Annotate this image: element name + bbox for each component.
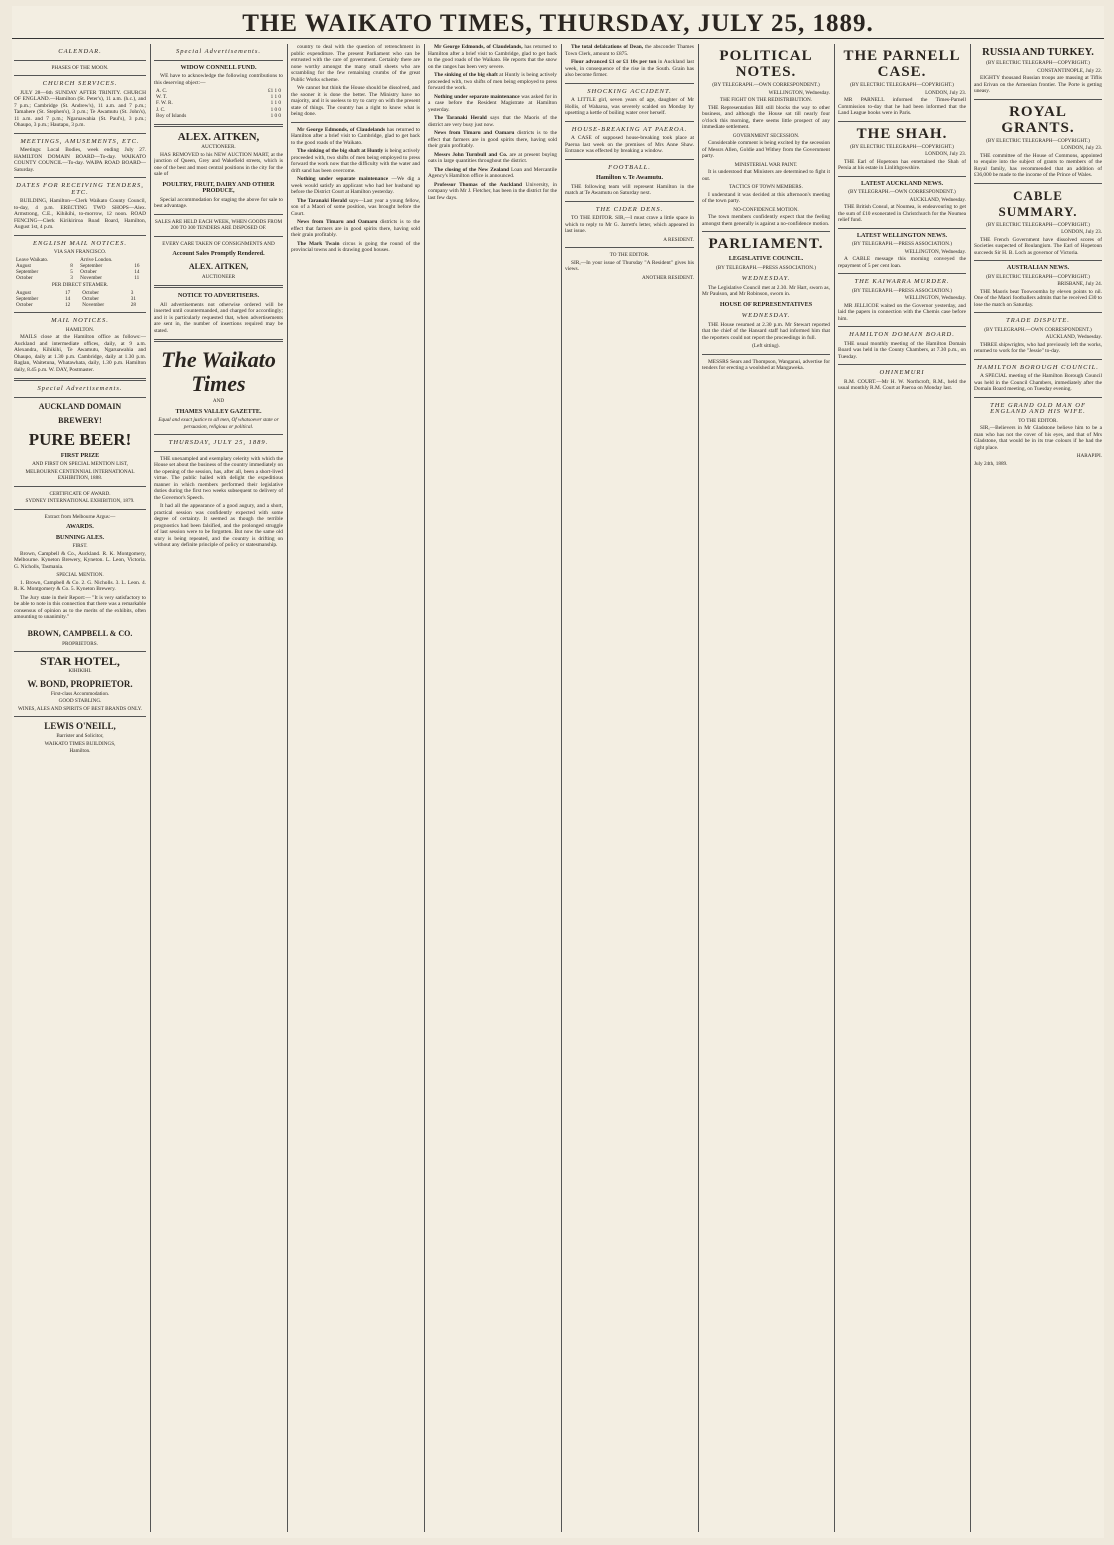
- column-rule: [287, 44, 288, 1532]
- column-2: Special Advertisements. WIDOW CONNELL FUND. WE have to acknowledge the following contributions to this deserving object:— A. C. £1 1 0 W. T. 1 1 0 F. W. R. 1 1 0 J. C. 1 0 0 Boy of Islands 1 0 0 ALEX. AITKEN, AUCTIONEER. HAS REMOVED to his NEW AUCTION MART, at the junction of Queen, Grey and Wakefield streets, which is one of the best and most central positions in the city for the sale of POULTRY, FRUIT, DAIRY AND OTHER PRODUCE, Special accommodation for staging the above for sale to best advantage. SALES ARE HELD EACH WEEK, WHEN GOODS FROM 200 TO 300 TENDERS ARE DISPOSED OF. EVERY CARE TAKEN OF CONSIGNMENTS AND Account Sales Promptly Rendered. ALEX. AITKEN, AUCTIONEER NOTICE TO ADVERTISERS. All advertisements not otherwise ordered will be inserted until countermanded, and charged for accordingly; and it is particularly requested that, when advertisements are sent in, the number of insertions required may be stated. The Waikato Times AND THAMES VALLEY GAZETTE. Equal and exact justice to all men, Of whatsoever state or persuasion, religious or political. THURSDAY, JULY 25, 1889. THE unexampled and exemplary celerity with which the House set about the business of the country immediately on the opening of the session, has, after all, been a short-lived virtue. The public hailed with delight the expeditious manner in which members performed their legislative duties during the first two weeks subsequent to delivery of the Governor's Speech. It had all the appearance of a good augury, and a short, practical session was confidently expected with some degree of certainty. It seemed as though the terrible prognostics had been falsified, and the prolonged struggle of last session were to be forgotten. But now the same old story is being repeated, and the country is drifting on without any definite principle of policy or statesmanship.: [154, 48, 283, 549]
- domain-board-heading: HAMILTON DOMAIN BOARD.: [849, 331, 955, 338]
- newspaper-page: [12, 6, 1104, 1538]
- brown-campbell: BROWN, CAMPBELL & CO.: [27, 628, 133, 638]
- housebreaking-heading: HOUSE-BREAKING AT PAEROA.: [571, 125, 688, 133]
- kaiwarra-murder-heading: THE KAIWARRA MURDER.: [854, 278, 950, 285]
- table-row: F. W. R. 1 1 0: [156, 100, 281, 107]
- moon-heading: PHASES OF THE MOON.: [51, 64, 109, 71]
- parnell-case-heading: THE PARNELL CASE.: [843, 48, 961, 80]
- column-rule: [561, 44, 562, 1532]
- wellington-news-heading: LATEST WELLINGTON NEWS.: [856, 231, 948, 239]
- parliament-heading: PARLIAMENT.: [708, 236, 824, 252]
- dates-heading: DATES FOR RECEIVING TENDERS, ETC.: [16, 182, 144, 196]
- table-row: October 12 November 28: [16, 302, 136, 309]
- table-row: Boy of Islands 1 0 0: [156, 112, 281, 119]
- column-8: RUSSIA AND TURKEY. (BY ELECTRIC TELEGRAPH—COPYRIGHT.) CONSTANTINOPLE, July 22. EIGHTY thousand Russian troops are massing at Tiflis and Erivan on the Armenian frontier. The Porte is getting uneasy. ROYAL GRANTS. (BY ELECTRIC TELEGRAPH—COPYRIGHT.) LONDON, July 23. THE committee of the House of Commons, appointed to enquire into the subject of grants to members of the Royal family, has recommended that an addition of £36,000 be made to the income of the Prince of Wales. CABLE SUMMARY. (BY ELECTRIC TELEGRAPH—COPYRIGHT.) LONDON, July 23. THE French Government have dissolved scores of Societies suspected of Boulangism. The Earl of Hopetoun succeeds Sir H. B. Loch as governor of Victoria. AUSTRALIAN NEWS. (BY ELECTRIC TELEGRAPH—COPYRIGHT.) BRISBANE, July 24. THE Maoris beat Toowoomba by eleven points to nil. One of the Maori footballers admits that he received £30 to lose the match on Saturday. TRADE DISPUTE. (BY TELEGRAPH.—OWN CORRESPONDENT.) AUCKLAND, Wednesday. THREE shipwrights, who had previously left the works, returned to work for the "Jessie" to-day. HAMILTON BOROUGH COUNCIL. A SPECIAL meeting of the Hamilton Borough Council was held in the Council Chambers, immediately after the Domain Board meeting, on Tuesday evening. THE GRAND OLD MAN OF ENGLAND AND HIS WIFE. TO THE EDITOR. SIR,—Believers in Mr Gladstone believe him to be a man who has not the cover of his eyes, and that of Mrs Gladstone, that would be in its true colours if he had the right place. HARAPIPI. July 24th, 1889.: [974, 47, 1102, 467]
- australian-news-heading: AUSTRALIAN NEWS.: [1006, 264, 1070, 271]
- trade-dispute-heading: TRADE DISPUTE.: [1006, 317, 1070, 324]
- table-row: J. C. 1 0 0: [156, 106, 281, 113]
- table-row: A. C. £1 1 0: [156, 88, 281, 94]
- masthead: THE WAIKATO TIMES, THURSDAY, JULY 25, 1889.: [242, 10, 874, 37]
- grand-old-man-heading: THE GRAND OLD MAN OF ENGLAND AND HIS WIFE.: [990, 401, 1086, 415]
- column-6: POLITICAL NOTES. (BY TELEGRAPH.—OWN CORRESPONDENT.) WELLINGTON, Wednesday. THE FIGHT ON THE REDISTRIBUTION. THE Representation Bill still blocks the way to other business, and although the House sat till nearly four o'clock this morning, there seems little prospect of any immediate settlement. GOVERNMENT SECESSION. Considerable comment is being excited by the secession of Messrs Allen, Goldie and Withey from the Government party. MINISTERIAL WAR PAINT. It is understood that Ministers are determined to fight it out. TACTICS OF TOWN MEMBERS. I understand it was decided at this afternoon's meeting of the town party. NO-CONFIDENCE MOTION. The town members confidently expect that the feeling amongst them generally is against a no-confidence motion. PARLIAMENT. LEGISLATIVE COUNCIL. (BY TELEGRAPH.—PRESS ASSOCIATION.) WEDNESDAY. The Legislative Council met at 2.30. Mr Hart, sworn as, Mr Paulson, and Mr Robinson, sworn in. HOUSE OF REPRESENTATIVES WEDNESDAY. THE House resumed at 2.30 p.m. Mr Stewart reported that the chief of the Hansard staff had informed him that the reporters could not report the proceedings in full. (Left sitting). MESSRS Sears and Thompson, Wanganui, advertise for tenders for erecting a woolshed at Mangaweka.: [702, 48, 830, 371]
- table-row: August 17 October 3: [16, 289, 134, 296]
- table-row: August 8 September 16: [16, 262, 140, 269]
- aitken-name: ALEX. AITKEN,: [177, 131, 260, 144]
- royal-grants-heading: ROYAL GRANTS.: [1001, 103, 1075, 136]
- paper-title: The Waikato Times: [161, 347, 276, 397]
- mail-notices-text: MAILS close at the Hamilton office as follows:— Auckland and intermediate offices, daily, at 9 a.m. Alexandra, Kihikihi, Te Awamutu, Ngaruawahia and Ohaupo, daily at 1.30 p.m. Cambridge, daily at 1.30 p.m. Raglan, Waitetuna, Whatawhata, daily, 1.30 p.m. Hamilton daily, 8.45 p.m. W. DAY, Postmaster.: [14, 334, 146, 373]
- issue-date: THURSDAY, JULY 25, 1889.: [168, 439, 269, 447]
- dates-text: BUILDING, Hamilton—Clerk Waikato County Council, to-day, 4 p.m. ERECTING TWO SHOPS—Alex. Armstrong, C.E., Kihikihi, to-morrow, 12 noon. ROAD FENCING—Clerk Kirikiriroa Road Board, Hamilton, August 1st, 4 p.m.: [14, 198, 146, 230]
- shah-heading: THE SHAH.: [856, 125, 948, 142]
- oneill: LEWIS O'NEILL,: [44, 721, 116, 732]
- cable-summary-heading: CABLE SUMMARY.: [998, 187, 1078, 219]
- mail-heading: ENGLISH MAIL NOTICES.: [32, 239, 127, 247]
- sf-mail-table: Leave Waikato. Arrive London. August 8 September 16 September 5 October 14 October 3 November 11: [14, 257, 146, 282]
- shocking-accident-heading: SHOCKING ACCIDENT.: [587, 87, 672, 95]
- widow-fund-heading: WIDOW CONNELL FUND.: [180, 63, 257, 71]
- via-sf: VIA SAN FRANCISCO.: [53, 249, 107, 255]
- cider-dens-heading: THE CIDER DENS.: [595, 205, 664, 213]
- table-row: W. T. 1 1 0: [156, 94, 281, 101]
- table-row: September 14 October 31: [16, 296, 136, 303]
- column-rule: [834, 44, 835, 1532]
- calendar-heading: CALENDAR.: [58, 48, 102, 55]
- column-rule: [970, 44, 971, 1532]
- column-rule: [698, 44, 699, 1532]
- table-row: September 5 October 14: [16, 268, 140, 275]
- column-1: CALENDAR. PHASES OF THE MOON. CHURCH SERVICES. JULY 28—6th SUNDAY AFTER TRINITY. CHURCH OF ENGLAND.—Hamilton (St. Peter's), 11 a.m. (h.c.), and 7 p.m.; Cambridge (St. Andrew's), 11 a.m. and 7 p.m.; Tamahere (St. Stephen's), 3 p.m.; Te Awamutu (St. John's), 11 a.m. and 7 p.m.; Ngaruawahia (St. Paul's), 3 p.m.; Ohaupo, 3 p.m.; Hautapu, 3 p.m. MEETINGS, AMUSEMENTS, ETC. Meetings: Local Bodies, week ending July 27. HAMILTON DOMAIN BOARD—To-day. WAIKATO COUNTY COUNCIL—To-day. WAIPA ROAD BOARD—Saturday. DATES FOR RECEIVING TENDERS, ETC. BUILDING, Hamilton—Clerk Waikato County Council, to-day, 4 p.m. ERECTING TWO SHOPS—Alex. Armstrong, C.E., Kihikihi, to-morrow, 12 noon. ROAD FENCING—Clerk Kirikiriroa Road Board, Hamilton, August 1st, 4 p.m. ENGLISH MAIL NOTICES. VIA SAN FRANCISCO. Leave Waikato. Arrive London. August 8 September 16 September 5 October 14 October 3 November 11 PER DIRECT STEAMER. August 17 October 3 September 14 October 31 October 12 November 28 MAIL NOTICES. HAMILTON. MAILS close at the Hamilton office as follows:— Auckland and intermediate offices, daily, at 9 a.m. Alexandra, Kihikihi, Te Awamutu, Ngaruawahia and Ohaupo, daily at 1.30 p.m. Cambridge, daily at 1.30 p.m. Raglan, Waitetuna, Whatawhata, daily, 1.30 p.m. Hamilton daily, 8.45 p.m. W. DAY, Postmaster. Special Advertisements. AUCKLAND DOMAIN BREWERY! PURE BEER! FIRST PRIZE AND FIRST ON SPECIAL MENTION LIST, MELBOURNE CENTENNIAL INTERNATIONAL EXHIBITION, 1888. CERTIFICATE OF AWARD. SYDNEY INTERNATIONAL EXHIBITION, 1879. Extract from Melbourne Argus:— AWARDS. BUNNING ALES. FIRST. Brown, Campbell & Co., Auckland. R. K. Montgomery, Melbourne. Kyneton Brewery, Kyneton. L. Leon, Victoria. G. Nicholls, Tasmania. SPECIAL MENTION. 1. Brown, Campbell & Co. 2. G. Nicholls. 3. L. Leon. 4. R. K. Montgomery & Co. 5. Kyneton Brewery. The Jury state in their Report:— "It is very satisfactory to be able to note in this connection that there was a remarkable consensus of opinion as to the merits of the exhibits, often amounting to unanimity." BROWN, CAMPBELL & CO. PROPRIETORS. STAR HOTEL, KIHIKIHI. W. BOND, PROPRIETOR. First-class Accommodation. GOOD STABLING. WINES, ALES AND SPIRITS OF BEST BRANDS ONLY. LEWIS O'NEILL, Barrister and Solicitor, WAIKATO TIMES BUILDINGS, Hamilton.: [14, 48, 146, 755]
- masthead-rule: [12, 38, 1104, 39]
- special-ads-heading: Special Advertisements.: [37, 385, 123, 393]
- table-row: October 3 November 11: [16, 275, 140, 282]
- ohinemuri-heading: OHINEMURI: [879, 369, 925, 376]
- meetings-text: Meetings: Local Bodies, week ending July 27. HAMILTON DOMAIN BOARD—To-day. WAIKATO COUNTY COUNCIL—To-day. WAIPA ROAD BOARD—Saturday.: [14, 147, 146, 173]
- column-3: country to deal with the question of retrenchment in public expenditure. The present Parliament who can be entrusted with the care of government. Certainly there are none worthy amongst the many small sheets who are scrambling for the few remaining crumbs of the great Public Works scheme. We cannot but think the House should be dissolved, and the sooner it is done the better. The Ministry have no majority, and it is useless to try to carry on with the present state of things. The country has a right to know what is being done. Mr George Edmonds, of Claudelands has returned to Hamilton after a brief visit to Cambridge, glad to get back to the good roads of the Waikato. The sinking of the big shaft at Huntly is being actively proceeded with, two shifts of men being employed to press forward the work now that the difficulty with the water and drift sand has been overcome. Nothing under separate maintenance —We dig a week would satisfy an applicant who had her husband up before the District Court at Hamilton yesterday. The Taranaki Herald says—Last year a young fellow, son of a Maori of some position, was brought before the Court. News from Timaru and Oamaru districts is to the effect that farmers are in good spirits there, having sold their grain profitably. The Mark Twain circus is going the round of the provincial towns and is drawing good houses.: [291, 44, 420, 253]
- via-direct: PER DIRECT STEAMER.: [51, 282, 109, 289]
- church-heading: CHURCH SERVICES.: [42, 80, 118, 87]
- column-rule: [150, 44, 151, 1532]
- direct-mail-table: [14, 290, 146, 309]
- football-heading: FOOTBALL.: [608, 163, 651, 171]
- column-rule: [424, 44, 425, 1532]
- mail-notices-heading: MAIL NOTICES.: [51, 317, 109, 325]
- column-4: Mr George Edmonds, of Claudelands, has returned to Hamilton after a brief visit to Cambridge, glad to get back to the good roads of the Waikato. He reports that the snow on the ranges has been very severe. The sinking of the big shaft at Huntly is being actively proceeded with, two shifts of men being employed to press forward the work. Nothing under separate maintenance was asked for in a case before the Resident Magistrate at Hamilton yesterday. The Taranaki Herald says that the Maoris of the district are very busy just now. News from Timaru and Oamaru districts is to the effect that farmers are in good spirits there, having sold their grain profitably. Messrs John Turnbull and Co. are at present buying oats in large quantities throughout the district. The closing of the New Zealand Loan and Mercantile Agency's Hamilton office is announced. Professor Thomas of the Auckland University, in company with Mr J. Fletcher, has been in the district for the last few days.: [428, 44, 557, 201]
- russia-turkey-heading: RUSSIA AND TURKEY.: [982, 47, 1094, 58]
- political-notes-heading: POLITICAL NOTES.: [719, 48, 813, 80]
- meetings-heading: MEETINGS, AMUSEMENTS, ETC.: [20, 137, 140, 145]
- column-5: The total defalcations of Dean, the absconder Thames Town Clerk, amount to £875. Flour advanced £1 or £1 10s per ton in Auckland last week, in consequence of the rise in the South. Grain has also become firmer. SHOCKING ACCIDENT. A LITTLE girl, seven years of age, daughter of Mr Hollis, of Waharoa, was severely scalded on Monday by upsetting a kettle of boiling water over herself. HOUSE-BREAKING AT PAEROA. A CASE of supposed house-breaking took place at Paeroa last week on the premises of Mrs Anne Shaw. Entrance was effected by breaking a window. FOOTBALL. Hamilton v. Te Awamutu. THE following team will represent Hamilton in the match at Te Awamutu on Saturday next. THE CIDER DENS. TO THE EDITOR. SIR,—I must crave a little space in which to reply to Mr G. Jarrett's letter, which appeared in last issue. A RESIDENT. TO THE EDITOR. SIR,—In your issue of Thursday "A Resident" gives his views. ANOTHER RESIDENT.: [565, 44, 694, 281]
- auckland-news-heading: LATEST AUCKLAND NEWS.: [860, 179, 944, 187]
- notice-heading: NOTICE TO ADVERTISERS.: [177, 292, 260, 300]
- brewery-name: AUCKLAND DOMAIN: [38, 401, 122, 411]
- church-text: JULY 28—6th SUNDAY AFTER TRINITY. CHURCH OF ENGLAND.—Hamilton (St. Peter's), 11 a.m. (h.c.), and 7 p.m.; Cambridge (St. Andrew's), 11 a.m. and 7 p.m.; Tamahere (St. Stephen's), 3 p.m.; Te Awamutu (St. John's), 11 a.m. and 7 p.m.; Ngaruawahia (St. Paul's), 3 p.m.; Ohaupo, 3 p.m.; Hautapu, 3 p.m.: [14, 89, 146, 128]
- leader-text: THE unexampled and exemplary celerity with which the House set about the business of the country immediately on the opening of the session, has, after all, been a short-lived virtue. The public hailed with delight the expeditious manner in which members performed their legislative duties during the first two weeks subsequent to delivery of the Governor's Speech.: [154, 455, 283, 501]
- pure-beer: PURE BEER!: [28, 429, 132, 449]
- column-7: THE PARNELL CASE. (BY ELECTRIC TELEGRAPH—COPYRIGHT.) LONDON, July 23. MR PARNELL informed the Times-Parnell Commission to-day that he had been informed that the Land League books were in Paris. THE SHAH. (BY ELECTRIC TELEGRAPH—COPYRIGHT.) LONDON, July 23. THE Earl of Hopetoun has entertained the Shah of Persia at his estate in Linlithgowshire. LATEST AUCKLAND NEWS. (BY TELEGRAPH.—OWN CORRESPONDENT.) AUCKLAND, Wednesday. THE British Consul, at Noumea, is endeavouring to get the sum of £10 exonerated in Christchurch for the Noumea relief fund. LATEST WELLINGTON NEWS. (BY TELEGRAPH.—PRESS ASSOCIATION.) WELLINGTON, Wednesday. A CABLE message this morning conveyed the repayment of 5 per cent loan. THE KAIWARRA MURDER. (BY TELEGRAPH.—PRESS ASSOCIATION.) WELLINGTON, Wednesday. MR JELLICOE waited on the Governor yesterday, and laid the papers in connection with the Chemis case before him. HAMILTON DOMAIN BOARD. THE usual monthly meeting of the Hamilton Domain Board was held in the County Chambers, at 7.30 p.m., on Tuesday. OHINEMURI R.M. COURT.—Mr H. W. Northcroft, R.M., held the usual monthly R.M. Court at Paeroa on Monday last.: [838, 48, 966, 391]
- widow-fund-table: [154, 88, 283, 119]
- borough-council-heading: HAMILTON BOROUGH COUNCIL.: [977, 363, 1099, 371]
- star-hotel: STAR HOTEL,: [40, 654, 120, 669]
